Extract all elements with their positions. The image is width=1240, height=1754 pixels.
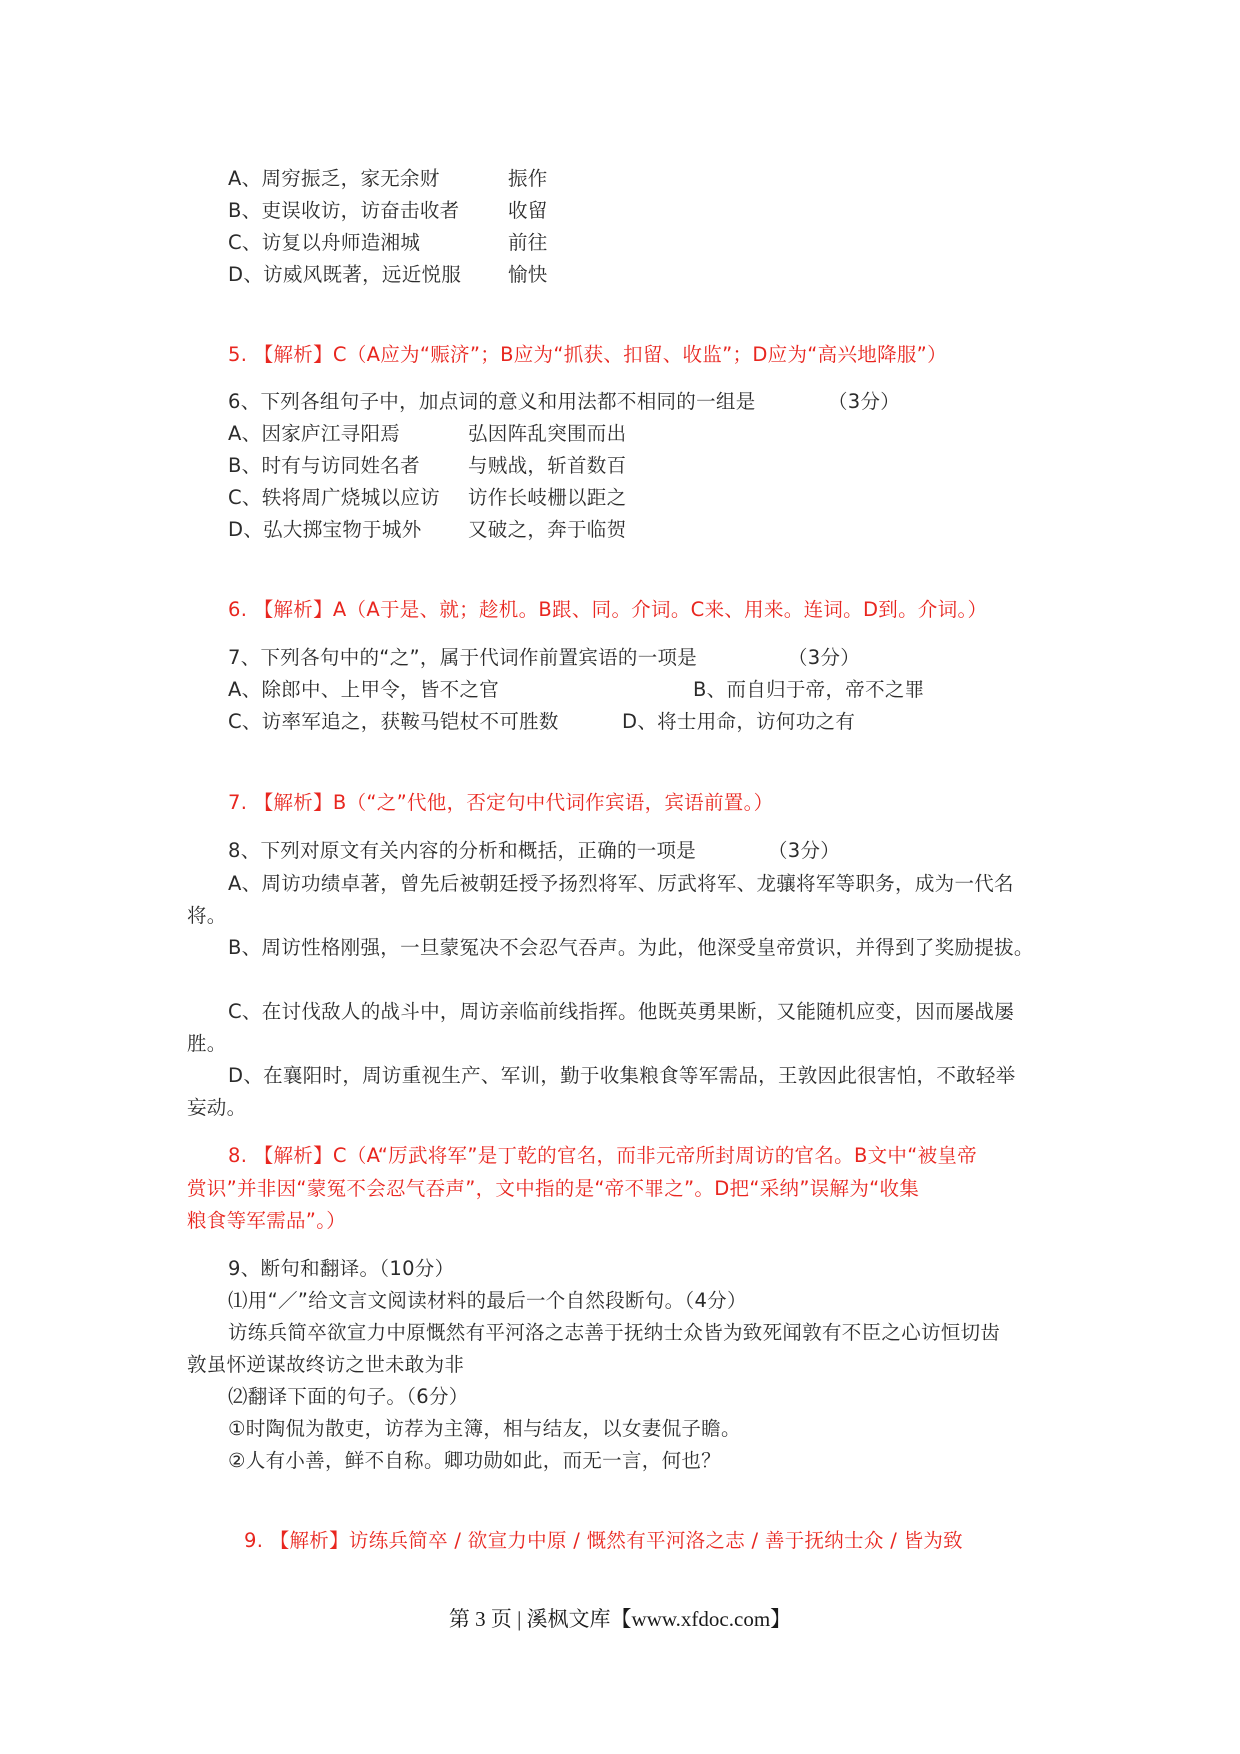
- question-6-stem: 6、下列各组句子中，加点词的意义和用法都不相同的一组是: [228, 390, 756, 413]
- q7-option-c: C、访率军追之，获鞍马铠杖不可胜数: [228, 710, 559, 733]
- q7-option-d: D、将士用命，访何功之有: [622, 710, 856, 733]
- q8-option-c-line2: 胜。: [187, 1032, 227, 1055]
- question-9-part1: ⑴用“／”给文言文阅读材料的最后一个自然段断句。（4分）: [228, 1289, 747, 1312]
- answer-8-line2: 赏识”并非因“蒙冤不会忍气吞声”，文中指的是“帝不罪之”。D把“采纳”误解为“收集: [187, 1177, 920, 1200]
- answer-8-line3: 粮食等军需品”。）: [187, 1209, 347, 1232]
- question-9-part2: ⑵翻译下面的句子。（6分）: [228, 1385, 469, 1408]
- q5-option-a: A、周穷振乏，家无余财: [228, 167, 440, 190]
- q5-option-d-meaning: 愉快: [508, 263, 548, 286]
- answer-9: 9. 【解析】访练兵简卒 / 欲宣力中原 / 慨然有平河洛之志 / 善于抚纳士众 / 皆为致: [244, 1529, 963, 1552]
- question-6-score: （3分）: [828, 390, 901, 413]
- question-8-score: （3分）: [768, 839, 841, 862]
- question-9-text-line2: 敦虽怀逆谋故终访之世未敢为非: [187, 1353, 465, 1376]
- q7-option-a: A、除郎中、上甲令，皆不之官: [228, 678, 500, 701]
- q8-option-a-line1: A、周访功绩卓著，曾先后被朝廷授予扬烈将军、厉武将军、龙骧将军等职务，成为一代名: [228, 872, 1014, 895]
- answer-8-line1: 8. 【解析】C（A“厉武将军”是丁乾的官名，而非元帝所封周访的官名。B文中“被皇帝: [228, 1144, 978, 1167]
- answer-6: 6. 【解析】A（A于是、就；趁机。B跟、同。介词。C来、用来。连词。D到。介词。）: [228, 598, 988, 621]
- q5-option-d: D、访威风既著，远近悦服: [228, 263, 462, 286]
- question-9-stem: 9、断句和翻译。（10分）: [228, 1257, 455, 1280]
- q5-option-b: B、吏误收访，访奋击收者: [228, 199, 460, 222]
- q6-option-c-right: 访作长岐栅以距之: [468, 486, 627, 509]
- q6-option-c-left: C、轶将周广烧城以应访: [228, 486, 440, 509]
- q5-option-c: C、访复以舟师造湘城: [228, 231, 421, 254]
- question-8-stem: 8、下列对原文有关内容的分析和概括，正确的一项是: [228, 839, 697, 862]
- q6-option-b-right: 与贼战，斩首数百: [468, 454, 627, 477]
- answer-7: 7. 【解析】B（“之”代他，否定句中代词作宾语，宾语前置。）: [228, 791, 774, 814]
- q8-option-d-line1: D、在襄阳时，周访重视生产、军训，勤于收集粮食等军需品，王敦因此很害怕，不敢轻举: [228, 1064, 1016, 1087]
- q7-option-b: B、而自归于帝，帝不之罪: [693, 678, 925, 701]
- question-7-stem: 7、下列各句中的“之”，属于代词作前置宾语的一项是: [228, 646, 698, 669]
- question-7-score: （3分）: [788, 646, 861, 669]
- answer-5: 5. 【解析】C（A应为“赈济”；B应为“抓获、扣留、收监”；D应为“高兴地降服”）: [228, 343, 947, 366]
- q6-option-a-left: A、因家庐江寻阳焉: [228, 422, 401, 445]
- question-9-text-line1: 访练兵简卒欲宣力中原慨然有平河洛之志善于抚纳士众皆为致死闻敦有不臣之心访恒切齿: [228, 1321, 1001, 1344]
- q8-option-c-line1: C、在讨伐敌人的战斗中，周访亲临前线指挥。他既英勇果断，又能随机应变，因而屡战屡: [228, 1000, 1015, 1023]
- q8-option-b: B、周访性格刚强，一旦蒙冤决不会忍气吞声。为此，他深受皇帝赏识，并得到了奖励提拔。: [228, 936, 1034, 959]
- q6-option-a-right: 弘因阵乱突围而出: [468, 422, 627, 445]
- q5-option-b-meaning: 收留: [508, 199, 548, 222]
- question-9-sentence2: ②人有小善，鲜不自称。卿功勋如此，而无一言，何也？: [228, 1449, 721, 1472]
- page-footer: 第 3 页 | 溪枫文库【www.xfdoc.com】: [448, 1607, 792, 1631]
- q5-option-c-meaning: 前往: [508, 231, 548, 254]
- q5-option-a-meaning: 振作: [508, 167, 548, 190]
- q6-option-b-left: B、时有与访同姓名者: [228, 454, 420, 477]
- q6-option-d-left: D、弘大掷宝物于城外: [228, 518, 422, 541]
- q6-option-d-right: 又破之，奔于临贺: [468, 518, 627, 541]
- q8-option-a-line2: 将。: [187, 904, 227, 927]
- question-9-sentence1: ①时陶侃为散吏，访荐为主簿，相与结友，以女妻侃子瞻。: [228, 1417, 741, 1440]
- q8-option-d-line2: 妄动。: [187, 1096, 247, 1119]
